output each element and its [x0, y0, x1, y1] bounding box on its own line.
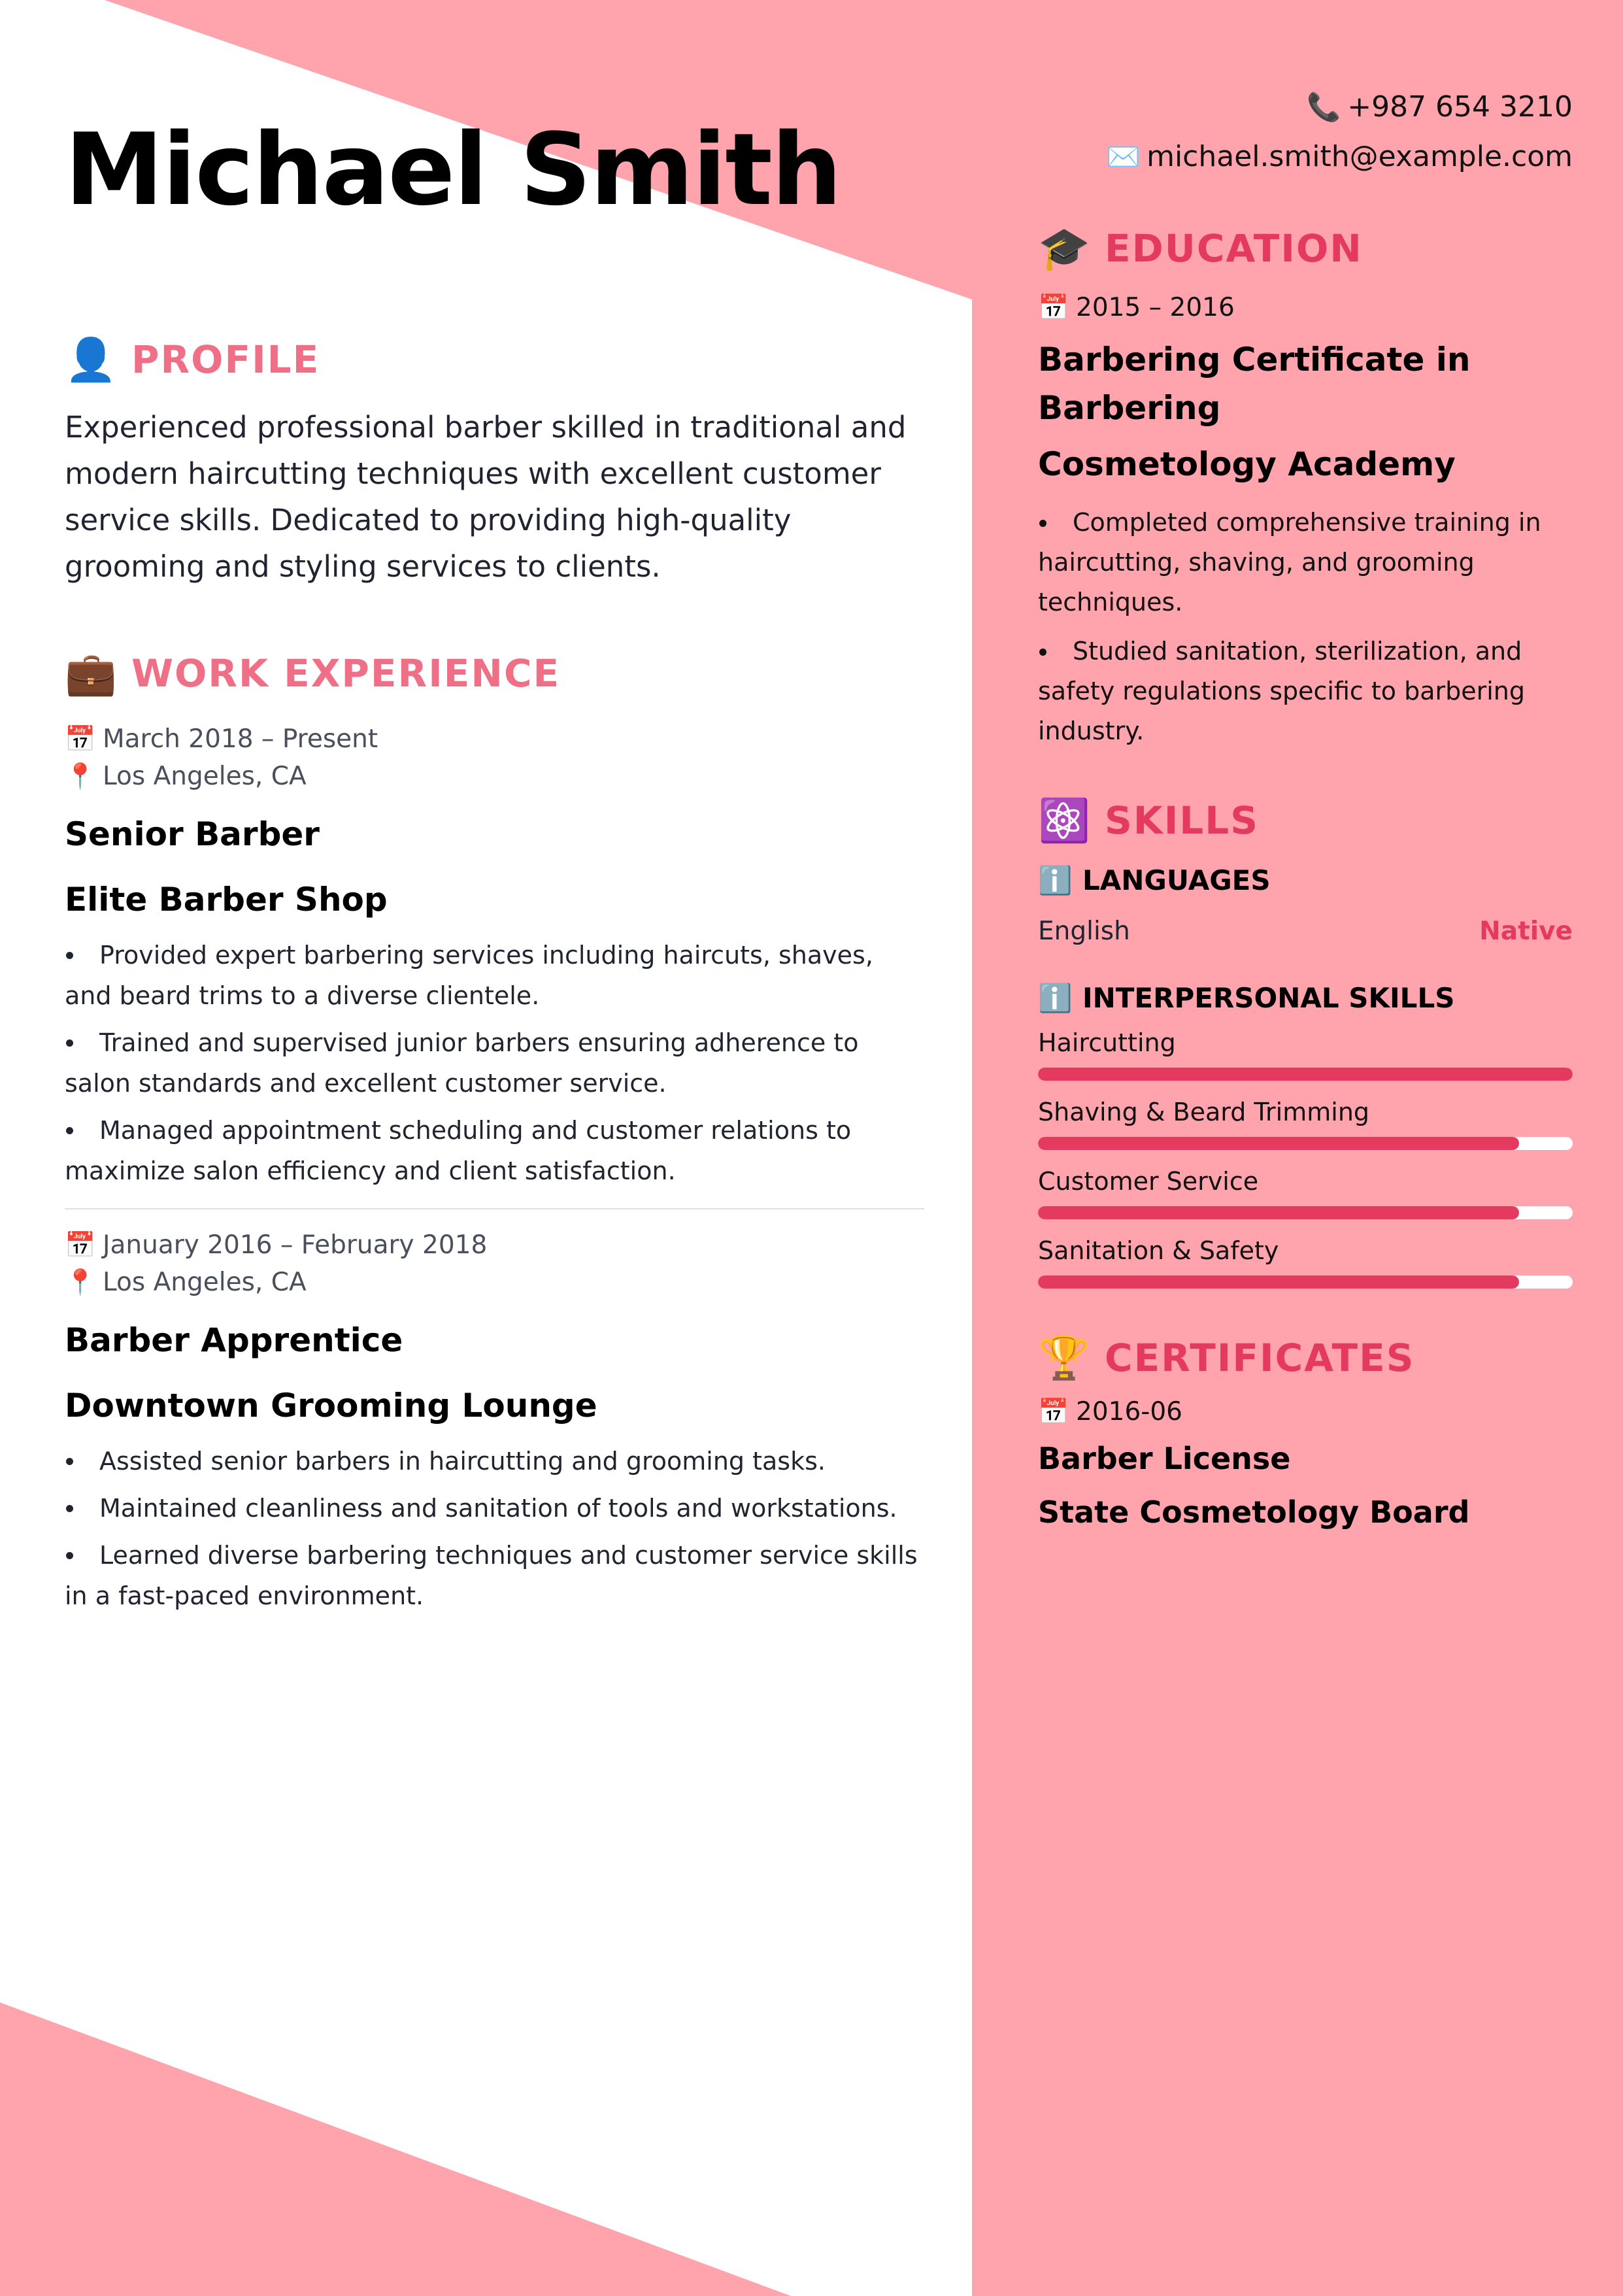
list-item: Completed comprehensive training in haircutting, shaving, and grooming techniques. [1038, 503, 1573, 622]
education-school: Cosmetology Academy [1038, 445, 1456, 483]
skill-name: Sanitation & Safety [1038, 1236, 1279, 1265]
education-dates-text: 2015 – 2016 [1076, 293, 1235, 322]
calendar-icon: 📅 [65, 1230, 96, 1259]
skill-bar-fill [1038, 1137, 1519, 1150]
list-item: Trained and supervised junior barbers ensuring adherence to salon standards and excellent customer service. [65, 1022, 924, 1104]
skill-name: Haircutting [1038, 1028, 1176, 1057]
language-level: Native [1479, 917, 1573, 946]
contact-block [1106, 82, 1573, 182]
skill-item [1038, 1094, 1573, 1150]
calendar-icon: 📅 [65, 724, 96, 753]
phone-text: +987 654 3210 [1347, 90, 1573, 124]
skill-name: Shaving & Beard Trimming [1038, 1098, 1370, 1126]
skill-item [1038, 1232, 1573, 1289]
job-location-text: Los Angeles, CA [103, 1268, 307, 1297]
job-bullets [65, 935, 924, 1191]
certificates-section [1038, 1325, 1573, 1532]
right-column [1038, 216, 1573, 1532]
education-bullets [1038, 503, 1573, 751]
languages-heading-text: LANGUAGES [1082, 864, 1271, 896]
graduation-cap-icon: 🎓 [1038, 224, 1092, 273]
skills-heading [1038, 788, 1573, 853]
interpersonal-heading [1038, 979, 1573, 1018]
skill-name: Customer Service [1038, 1167, 1259, 1196]
skill-item [1038, 1163, 1573, 1219]
list-item: Maintained cleanliness and sanitation of tools and workstations. [65, 1488, 924, 1528]
job-dates [65, 720, 924, 758]
skill-bar [1038, 1137, 1573, 1150]
skill-bar [1038, 1068, 1573, 1081]
education-dates [1038, 289, 1573, 326]
skills-section [1038, 788, 1573, 1289]
job-location [65, 1264, 924, 1301]
info-icon: ℹ️ [1038, 864, 1073, 896]
skill-bar-fill [1038, 1275, 1519, 1289]
pin-icon: 📍 [65, 762, 96, 790]
left-column [65, 327, 924, 1623]
certificate-issuer: State Cosmetology Board [1038, 1494, 1470, 1530]
certificate-date [1038, 1393, 1573, 1430]
list-item: Provided expert barbering services including haircuts, shaves, and beard trims to a diverse clientele. [65, 935, 924, 1016]
profile-heading-text: PROFILE [131, 337, 320, 382]
job-position: Barber Apprentice [65, 1321, 403, 1359]
certificate-date-text: 2016-06 [1076, 1397, 1182, 1427]
calendar-icon: 📅 [1038, 1397, 1069, 1426]
info-icon: ℹ️ [1038, 982, 1073, 1014]
skill-bar [1038, 1275, 1573, 1289]
job-company: Elite Barber Shop [65, 881, 388, 919]
profile-summary: Experienced professional barber skilled in traditional and modern haircutting techniques with excellent customer service skills. Dedicated to providing high-quality grooming and styling services to clients. [65, 410, 907, 584]
work-heading [65, 641, 924, 706]
job-dates-text: January 2016 – February 2018 [103, 1230, 488, 1260]
briefcase-icon: 💼 [65, 649, 118, 698]
list-item: Assisted senior barbers in haircutting and grooming tasks. [65, 1441, 924, 1481]
skill-item [1038, 1024, 1573, 1081]
skill-list [1038, 1024, 1573, 1289]
job-entry [65, 720, 924, 1191]
contact-email[interactable] [1106, 132, 1573, 182]
pin-icon: 📍 [65, 1268, 96, 1296]
calendar-icon: 📅 [1038, 293, 1069, 322]
job-position: Senior Barber [65, 815, 320, 853]
certificate-name: Barber License [1038, 1441, 1291, 1476]
languages-heading [1038, 861, 1573, 900]
contact-phone[interactable] [1106, 82, 1573, 132]
job-dates [65, 1226, 924, 1264]
job-entry [65, 1226, 924, 1616]
candidate-name: Michael Smith [65, 112, 841, 228]
person-icon: 👤 [65, 335, 118, 384]
envelope-icon: ✉️ [1106, 141, 1141, 173]
work-section [65, 641, 924, 1616]
trophy-icon: 🏆 [1038, 1334, 1092, 1383]
profile-heading [65, 327, 924, 392]
job-company: Downtown Grooming Lounge [65, 1387, 597, 1425]
skill-bar-fill [1038, 1068, 1573, 1081]
interpersonal-heading-text: INTERPERSONAL SKILLS [1082, 982, 1455, 1014]
list-item: Managed appointment scheduling and customer relations to maximize salon efficiency and client satisfaction. [65, 1110, 924, 1191]
job-location [65, 758, 924, 795]
job-dates-text: March 2018 – Present [103, 724, 378, 754]
education-heading-text: EDUCATION [1105, 226, 1363, 271]
education-degree: Barbering Certificate in Barbering [1038, 341, 1471, 427]
certificates-heading-text: CERTIFICATES [1105, 1336, 1415, 1380]
language-row [1038, 912, 1573, 951]
list-item: Studied sanitation, sterilization, and safety regulations specific to barbering industry. [1038, 632, 1573, 751]
job-bullets [65, 1441, 924, 1616]
job-location-text: Los Angeles, CA [103, 762, 307, 791]
language-name: English [1038, 917, 1130, 946]
list-item: Learned diverse barbering techniques and customer service skills in a fast-paced environment. [65, 1535, 924, 1616]
skills-heading-text: SKILLS [1105, 798, 1259, 843]
email-text: michael.smith@example.com [1146, 140, 1573, 173]
profile-section [65, 327, 924, 590]
education-section [1038, 216, 1573, 751]
education-heading [1038, 216, 1573, 281]
job-divider [65, 1208, 924, 1209]
skill-bar-fill [1038, 1206, 1519, 1219]
certificates-heading [1038, 1325, 1573, 1391]
skill-bar [1038, 1206, 1573, 1219]
phone-icon: 📞 [1307, 91, 1341, 123]
atom-icon: ⚛️ [1038, 796, 1092, 845]
work-heading-text: WORK EXPERIENCE [131, 651, 561, 696]
